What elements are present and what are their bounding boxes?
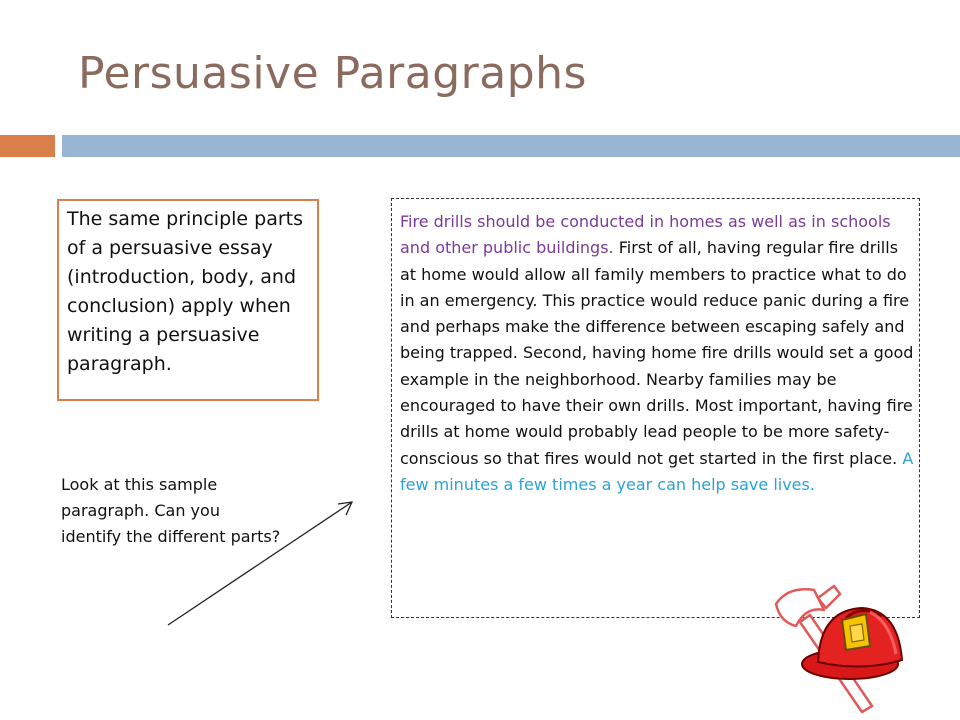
sample-paragraph — [400, 209, 919, 498]
instruction-text: Look at this sample paragraph. Can you identify the different parts? — [61, 475, 281, 546]
title-rule-bar — [62, 135, 960, 157]
title-rule-accent — [0, 135, 55, 157]
slide-title: Persuasive Paragraphs — [78, 48, 587, 99]
firefighter-helmet-and-axe-icon — [766, 582, 954, 716]
principle-callout-box — [57, 199, 319, 401]
principle-callout-text: The same principle parts of a persuasive essay (introduction, body, and conclusion) apply when writing a persuasive paragraph. — [67, 208, 304, 375]
body-sentences: First of all, having regular fire drills at home would allow all family members to practice what to do in an emergency. This practice would reduce panic during a fire and perhaps make the difference between escaping safely and being trapped. Second, having home fire drills would set a good example in the neighborhood. Nearby families may be encouraged to have their own drills. Most important, having fire drills at home would probably lead people to be more safety-conscious so that fires would not get started in the first place. — [400, 238, 914, 468]
arrow-pointer-icon — [160, 494, 360, 634]
sample-paragraph-box — [391, 198, 920, 618]
conclusion-sentence: A few minutes a few times a year can help save lives. — [400, 448, 914, 494]
introduction-sentence: Fire drills should be conducted in homes as well as in schools and other public buildings. — [400, 212, 891, 258]
